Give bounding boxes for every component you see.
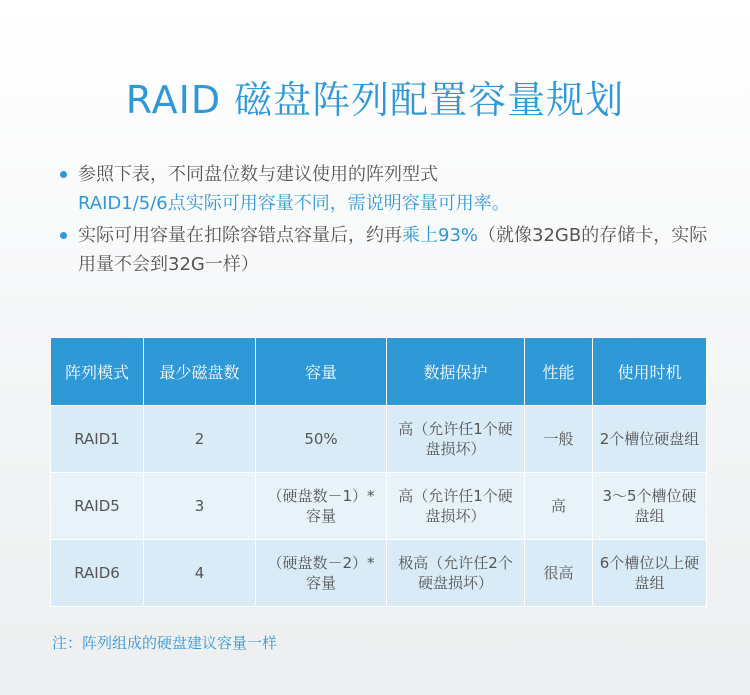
raid-table — [50, 337, 707, 607]
header-cell: 使用时机 — [593, 338, 707, 406]
raid-table-container — [50, 337, 706, 607]
table-row — [51, 473, 707, 540]
table-cell: 高 — [525, 473, 593, 540]
table-cell: 4 — [144, 540, 256, 607]
table-cell: 一般 — [525, 406, 593, 473]
bullet-highlight-text: 乘上93% — [402, 225, 479, 246]
table-cell: RAID6 — [51, 540, 144, 607]
table-cell: 很高 — [525, 540, 593, 607]
header-cell: 数据保护 — [387, 338, 525, 406]
bullet-text: （就像32GB的存储卡，实际用量不会到32G一样） — [78, 225, 708, 275]
header-cell: 容量 — [256, 338, 387, 406]
table-cell: RAID1 — [51, 406, 144, 473]
table-cell: 50% — [256, 406, 387, 473]
table-cell: 3 — [144, 473, 256, 540]
table-cell: 2个槽位硬盘组 — [593, 406, 707, 473]
header-cell: 阵列模式 — [51, 338, 144, 406]
bullet-dot-icon — [60, 232, 67, 239]
footnote: 注：阵列组成的硬盘建议容量一样 — [52, 634, 278, 652]
table-cell: 2 — [144, 406, 256, 473]
page-title: RAID 磁盘阵列配置容量规划 — [125, 78, 625, 122]
table-cell: 极高（允许任2个硬盘损坏） — [387, 540, 525, 607]
bullet-list — [58, 160, 718, 279]
header-cell: 最少磁盘数 — [144, 338, 256, 406]
bullet-highlight-text: RAID1/5/6点实际可用容量不同，需说明容量可用率。 — [78, 193, 510, 214]
bullet-text: 实际可用容量在扣除容错点容量后，约再 — [78, 225, 402, 246]
table-row — [51, 406, 707, 473]
bullet-item — [58, 160, 718, 218]
table-cell: 高（允许任1个硬盘损坏） — [387, 473, 525, 540]
table-cell: 高（允许任1个硬盘损坏） — [387, 406, 525, 473]
table-row — [51, 540, 707, 607]
header-cell: 性能 — [525, 338, 593, 406]
table-header-row — [51, 338, 707, 406]
table-cell: 6个槽位以上硬盘组 — [593, 540, 707, 607]
bullet-text: 参照下表，不同盘位数与建议使用的阵列型式 — [78, 164, 438, 185]
bullet-dot-icon — [60, 171, 67, 178]
table-cell: 3～5个槽位硬盘组 — [593, 473, 707, 540]
table-cell: （硬盘数－2）*容量 — [256, 540, 387, 607]
table-cell: RAID5 — [51, 473, 144, 540]
table-cell: （硬盘数－1）*容量 — [256, 473, 387, 540]
bullet-item — [58, 221, 718, 279]
